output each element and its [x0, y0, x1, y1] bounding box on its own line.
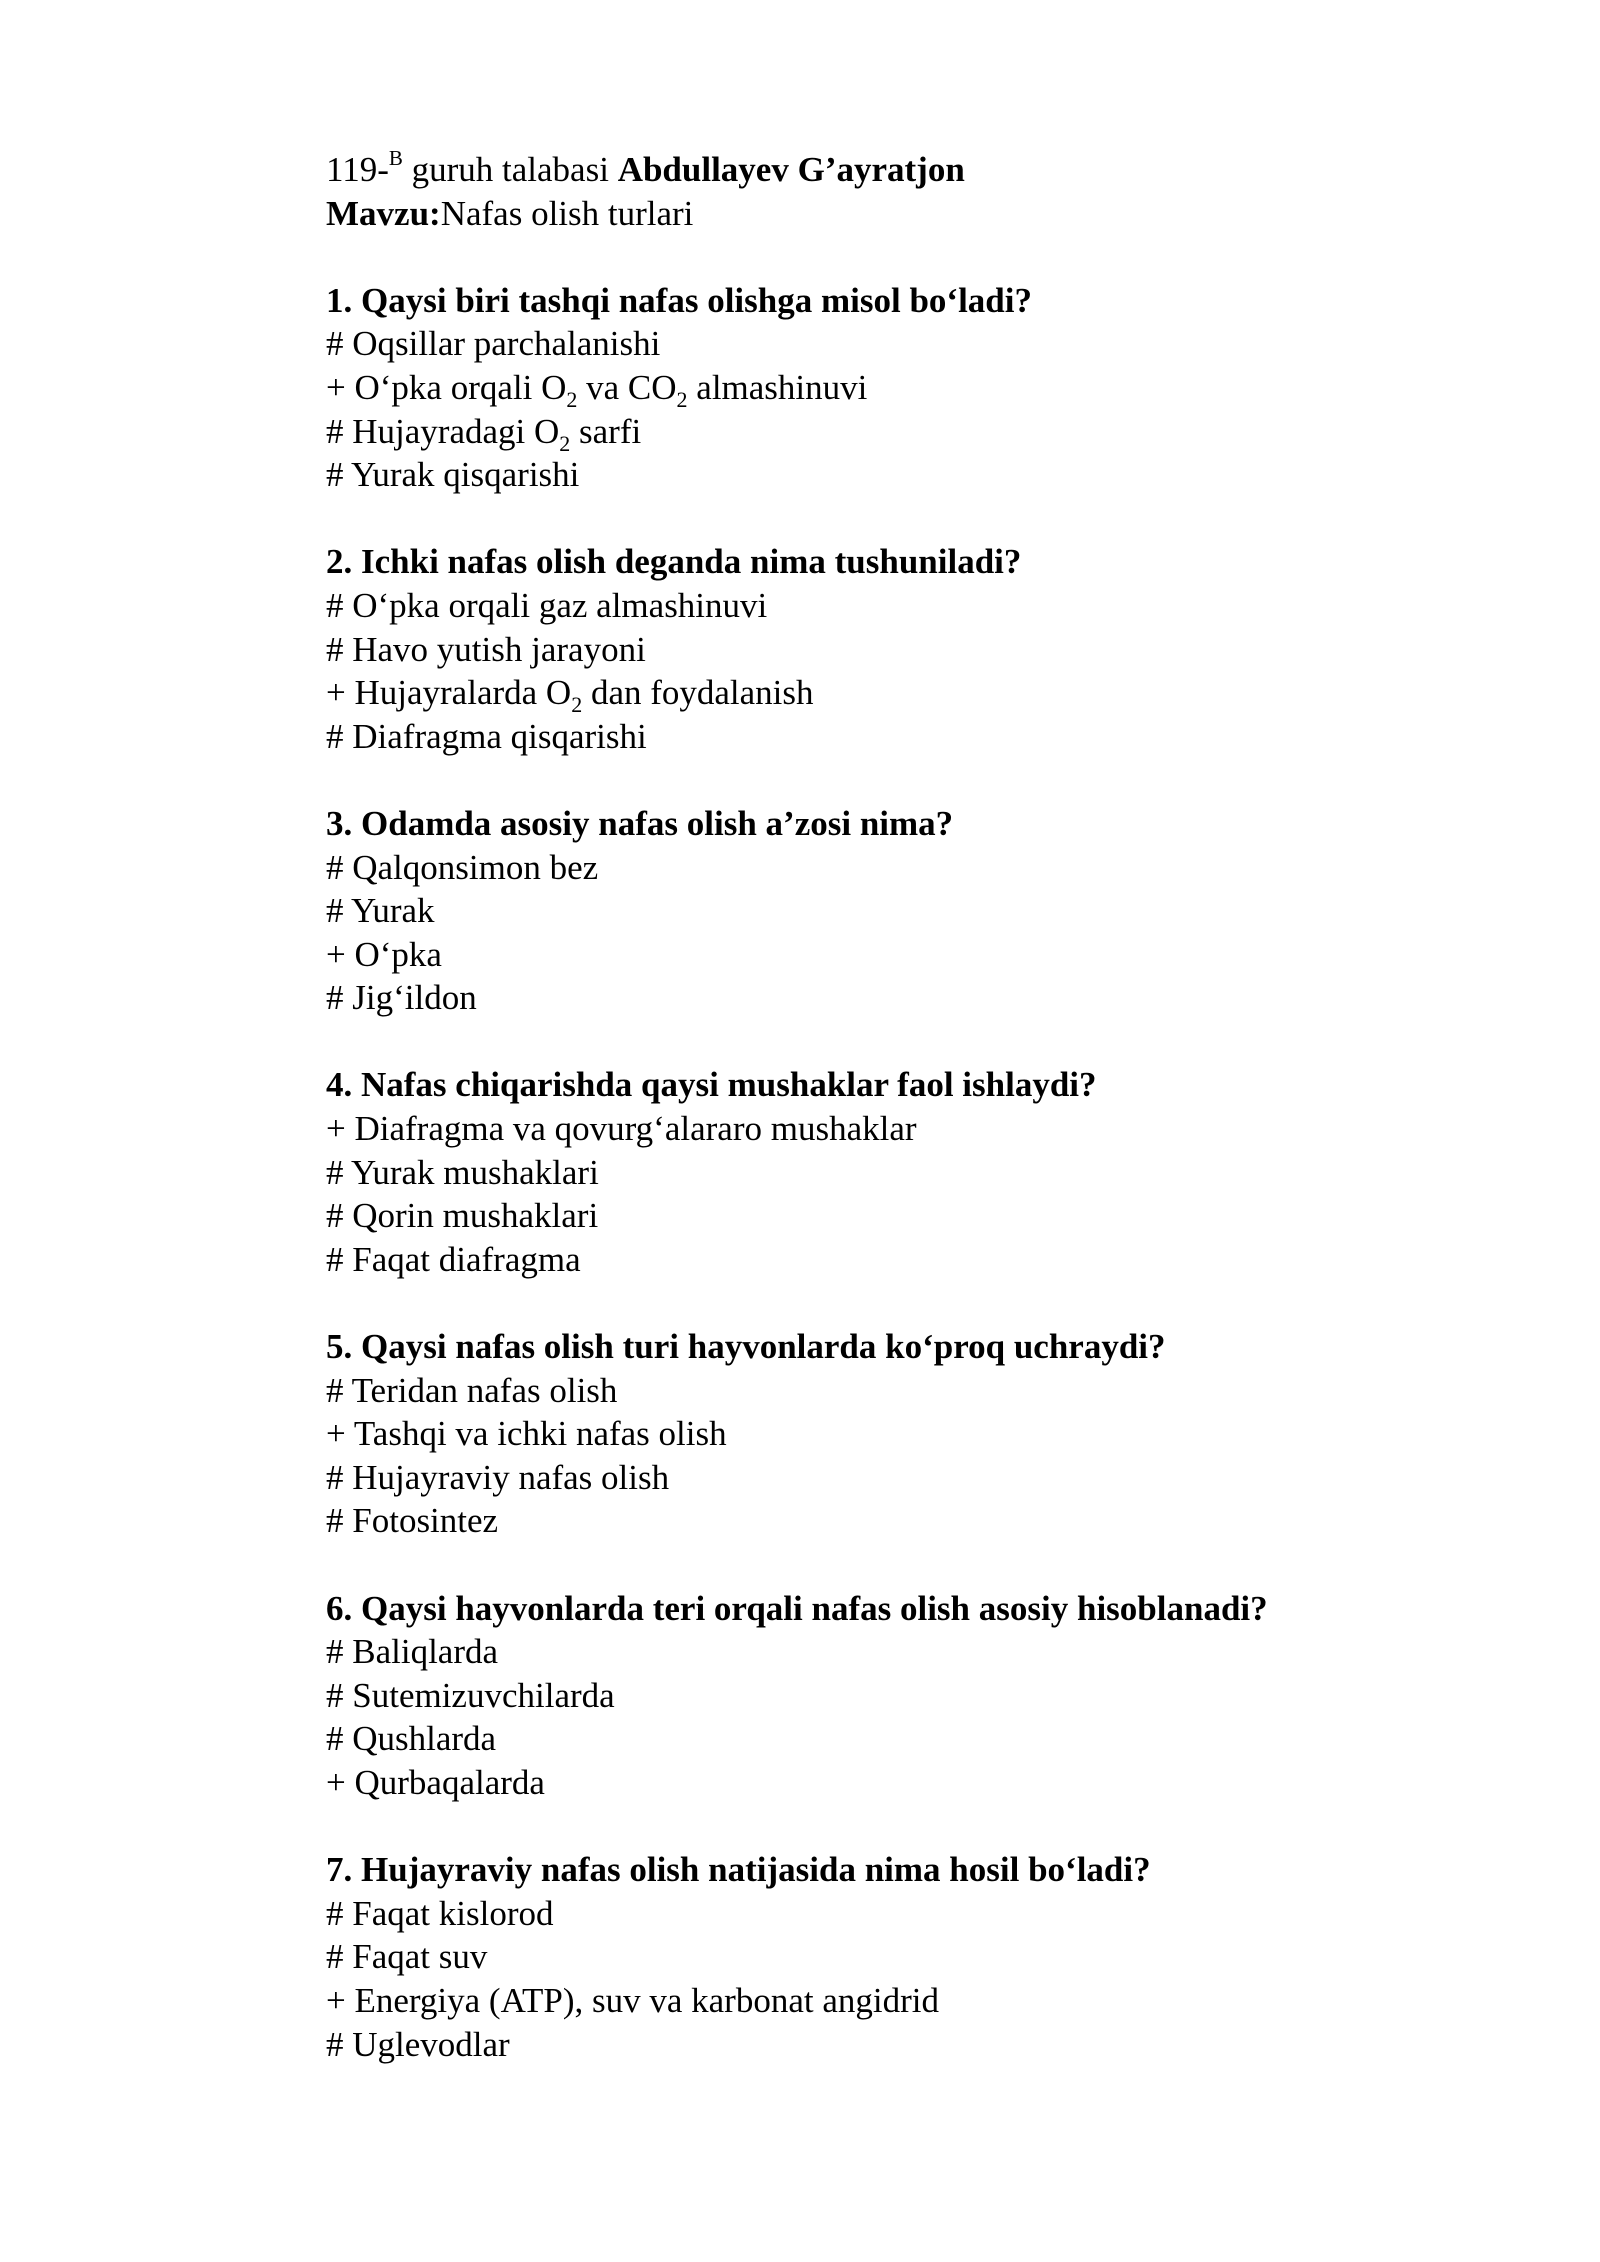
answer-option: # Qorin mushaklari: [326, 1196, 599, 1236]
group-prefix: 119-: [326, 150, 389, 189]
answer-option: + Tashqi va ichki nafas olish: [326, 1414, 727, 1454]
question-title: 5. Qaysi nafas olish turi hayvonlarda ko‘proq uchraydi?: [326, 1327, 1166, 1367]
answer-option: # Faqat suv: [326, 1937, 488, 1977]
subscript: 2: [571, 692, 583, 718]
question-title: 6. Qaysi hayvonlarda teri orqali nafas olish asosiy hisoblanadi?: [326, 1588, 1268, 1628]
topic-line: [326, 192, 1506, 236]
answer-option: # Havo yutish jarayoni: [326, 629, 646, 669]
subscript: 2: [676, 386, 688, 412]
spacer: [326, 1281, 1506, 1325]
document-page: [326, 148, 1506, 2066]
student-line: [326, 148, 1506, 192]
spacer: [326, 497, 1506, 541]
answer-option: # Diafragma qisqarishi: [326, 716, 647, 756]
answer-option: + O‘pka: [326, 934, 442, 974]
answer-option: + Qurbaqalarda: [326, 1762, 545, 1802]
subscript: 2: [566, 386, 578, 412]
group-superscript: B: [388, 146, 403, 170]
answer-option: # Teridan nafas olish: [326, 1370, 618, 1410]
question-title: 3. Odamda asosiy nafas olish a’zosi nima?: [326, 803, 954, 843]
answer-option: # Baliqlarda: [326, 1632, 499, 1672]
question-title: 2. Ichki nafas olish deganda nima tushuniladi?: [326, 542, 1022, 582]
answer-option: [326, 366, 1506, 410]
option-text: sarfi: [570, 411, 642, 451]
topic-value: Nafas olish turlari: [440, 193, 694, 233]
group-suffix: guruh talabasi: [402, 150, 618, 189]
answer-option: # Qalqonsimon bez: [326, 847, 599, 887]
option-text: dan foydalanish: [582, 673, 814, 713]
answer-option: # Sutemizuvchilarda: [326, 1675, 615, 1715]
question-title: 7. Hujayraviy nafas olish natijasida nima hosil bo‘ladi?: [326, 1850, 1151, 1890]
answer-option: # Oqsillar parchalanishi: [326, 324, 661, 364]
answer-option: # Faqat kislorod: [326, 1893, 554, 1933]
answer-option: + Diafragma va qovurg‘alararo mushaklar: [326, 1109, 917, 1149]
answer-option: # Jig‘ildon: [326, 978, 477, 1018]
answer-option: # Qushlarda: [326, 1719, 497, 1759]
topic-label: Mavzu:: [326, 193, 441, 233]
answer-option: + Energiya (ATP), suv va karbonat angidrid: [326, 1980, 939, 2020]
student-name: Abdullayev G’ayratjon: [617, 150, 965, 189]
answer-option: # Yurak: [326, 891, 435, 931]
option-text: # Hujayradagi O: [326, 411, 560, 451]
option-text: almashinuvi: [687, 367, 868, 407]
subscript: 2: [559, 430, 571, 456]
option-text: + O‘pka orqali O: [326, 367, 567, 407]
option-text: + Hujayralarda O: [326, 673, 572, 713]
option-text: va CO: [577, 367, 677, 407]
answer-option: # Uglevodlar: [326, 2024, 510, 2064]
spacer: [326, 1543, 1506, 1587]
spacer: [326, 235, 1506, 279]
spacer: [326, 1805, 1506, 1849]
answer-option: # Faqat diafragma: [326, 1239, 581, 1279]
question-title: 1. Qaysi biri tashqi nafas olishga misol bo‘ladi?: [326, 280, 1032, 320]
answer-option: # Yurak mushaklari: [326, 1152, 599, 1192]
answer-option: # Hujayraviy nafas olish: [326, 1457, 670, 1497]
question-title: 4. Nafas chiqarishda qaysi mushaklar faol ishlaydi?: [326, 1065, 1097, 1105]
answer-option: # O‘pka orqali gaz almashinuvi: [326, 585, 768, 625]
answer-option: [326, 671, 1506, 718]
spacer: [326, 1020, 1506, 1064]
answer-option: # Fotosintez: [326, 1501, 499, 1541]
answer-option: # Yurak qisqarishi: [326, 455, 580, 495]
spacer: [326, 758, 1506, 802]
answer-option: [326, 410, 1506, 454]
